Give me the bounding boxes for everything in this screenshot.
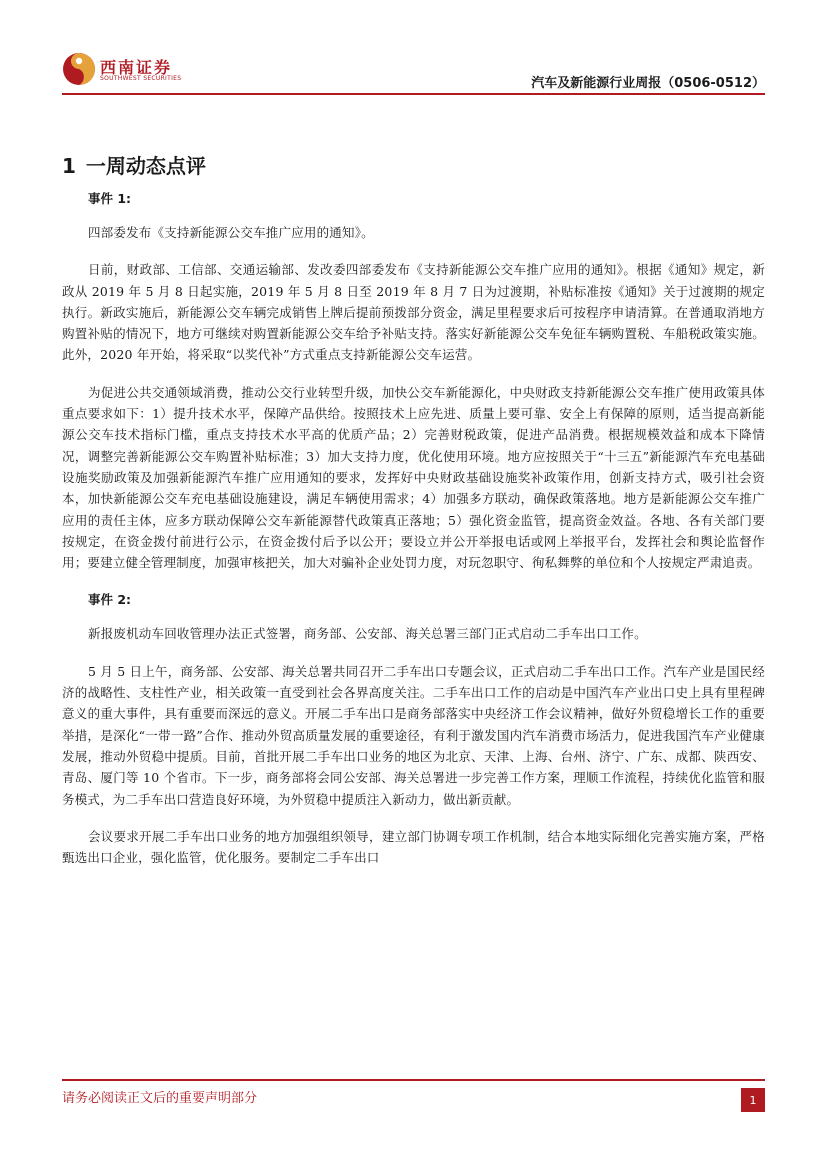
logo-mark-icon (62, 52, 96, 86)
section-number: 1 (62, 154, 76, 178)
article-body (62, 188, 765, 868)
disclaimer-note: 请务必阅读正文后的重要声明部分 (62, 1091, 258, 1106)
event-paragraph: 会议要求开展二手车出口业务的地方加强组织领导，建立部门协调专项工作机制，结合本地实际细化完善实施方案，严格甄选出口企业，强化监管，优化服务。要制定二手车出口 (62, 828, 765, 866)
report-title: 汽车及新能源行业周报（0506-0512） (531, 76, 765, 91)
event-paragraph: 日前，财政部、工信部、交通运输部、发改委四部委发布《支持新能源公交车推广应用的通知》。根据《通知》规定，新政从 2019 年 5 月 8 日起实施，2019 年 5 月 8 日至 2019 年 8 月 7 日为过渡期，补贴标准按《通知》关于过渡期的规定执行。新政实施后，新能源公交车辆完成销售上牌后提前预拨部分资金，满足里程要求后可按程序申请清算。在普通取消地方购置补贴的情况下，地方可继续对购置新能源公交车给予补贴支持。落实好新能源公交车免征车辆购置税、车船税政策实施。此外，2020 年开始，将采取“以奖代补”方式重点支持新能源公交车运营。 (62, 262, 765, 363)
event-summary: 四部委发布《支持新能源公交车推广应用的通知》。 (88, 225, 374, 240)
header-divider (62, 93, 765, 95)
event-label: 事件 1: (88, 191, 132, 206)
section-title: 一周动态点评 (85, 154, 206, 178)
section-heading (62, 150, 206, 179)
page-number: 1 (741, 1088, 765, 1112)
event-summary: 新报废机动车回收管理办法正式签署，商务部、公安部、海关总署三部门正式启动二手车出口工作。 (88, 626, 647, 642)
logo-chinese-name: 西南证券 (100, 58, 173, 77)
event-paragraph: 为促进公共交通领域消费，推动公交行业转型升级，加快公交车新能源化，中央财政支持新能源公交车推广使用政策具体重点要求如下：1）提升技术水平，保障产品供给。按照技术上应先进、质量上要可靠、安全上有保障的原则，适当提高新能源公交车技术指标门槛，重点支持技术水平高的优质产品；2）完善财税政策，促进产品消费。根据规模效益和成本下降情况，调整完善新能源公交车购置补贴标准；3）加大支持力度，优化使用环境。地方应按照关于“十三五”新能源汽车充电基础设施奖励政策及加强新能源汽车推广应用通知的要求，发挥好中央财政基础设施奖补政策作用，创新支持方式，吸引社会资本，加快新能源公交车充电基础设施建设，满足车辆使用需求；4）加强多方联动，确保政策落地。地方是新能源公交车推广应用的责任主体，应多方联动保障公交车新能源替代政策真正落地；5）强化资金监管，提高资金效益。各地、各有关部门要按规定，在资金拨付前进行公示，在资金拨付后予以公开；要设立并公开举报电话或网上举报平台，发挥社会和舆论监督作用；要建立健全管理制度，加强审核把关，加大对骗补企业处罚力度，对玩忽职守、徇私舞弊的单位和个人按规定严肃追责。 (62, 384, 765, 571)
footer-divider (62, 1079, 765, 1081)
company-logo (62, 52, 212, 88)
logo-english-name: SOUTHWEST SECURITIES (100, 75, 182, 82)
page-header (0, 0, 827, 100)
event-label: 事件 2: (88, 592, 132, 608)
event-paragraph: 5 月 5 日上午，商务部、公安部、海关总署共同召开二手车出口专题会议，正式启动二手车出口工作。汽车产业是国民经济的战略性、支柱性产业，相关政策一直受到社会各界高度关注。二手车出口工作的启动是中国汽车产业出口史上具有里程碑意义的重大事件，具有重要而深远的意义。开展二手车出口是商务部落实中央经济工作会议精神，做好外贸稳增长工作的重要举措，是深化“一带一路”合作、推动外贸高质量发展的重要途径，有利于激发国内汽车消费市场活力，促进我国汽车产业健康发展，推动外贸稳中提质。目前，首批开展二手车出口业务的地区为北京、天津、上海、台州、济宁、广东、成都、陕西安、青岛、厦门等 10 个省市。下一步，商务部将会同公安部、海关总署进一步完善工作方案，理顺工作流程，持续优化监管和服务模式，为二手车出口营造良好环境，为外贸稳中提质注入新动力，做出新贡献。 (62, 663, 765, 807)
